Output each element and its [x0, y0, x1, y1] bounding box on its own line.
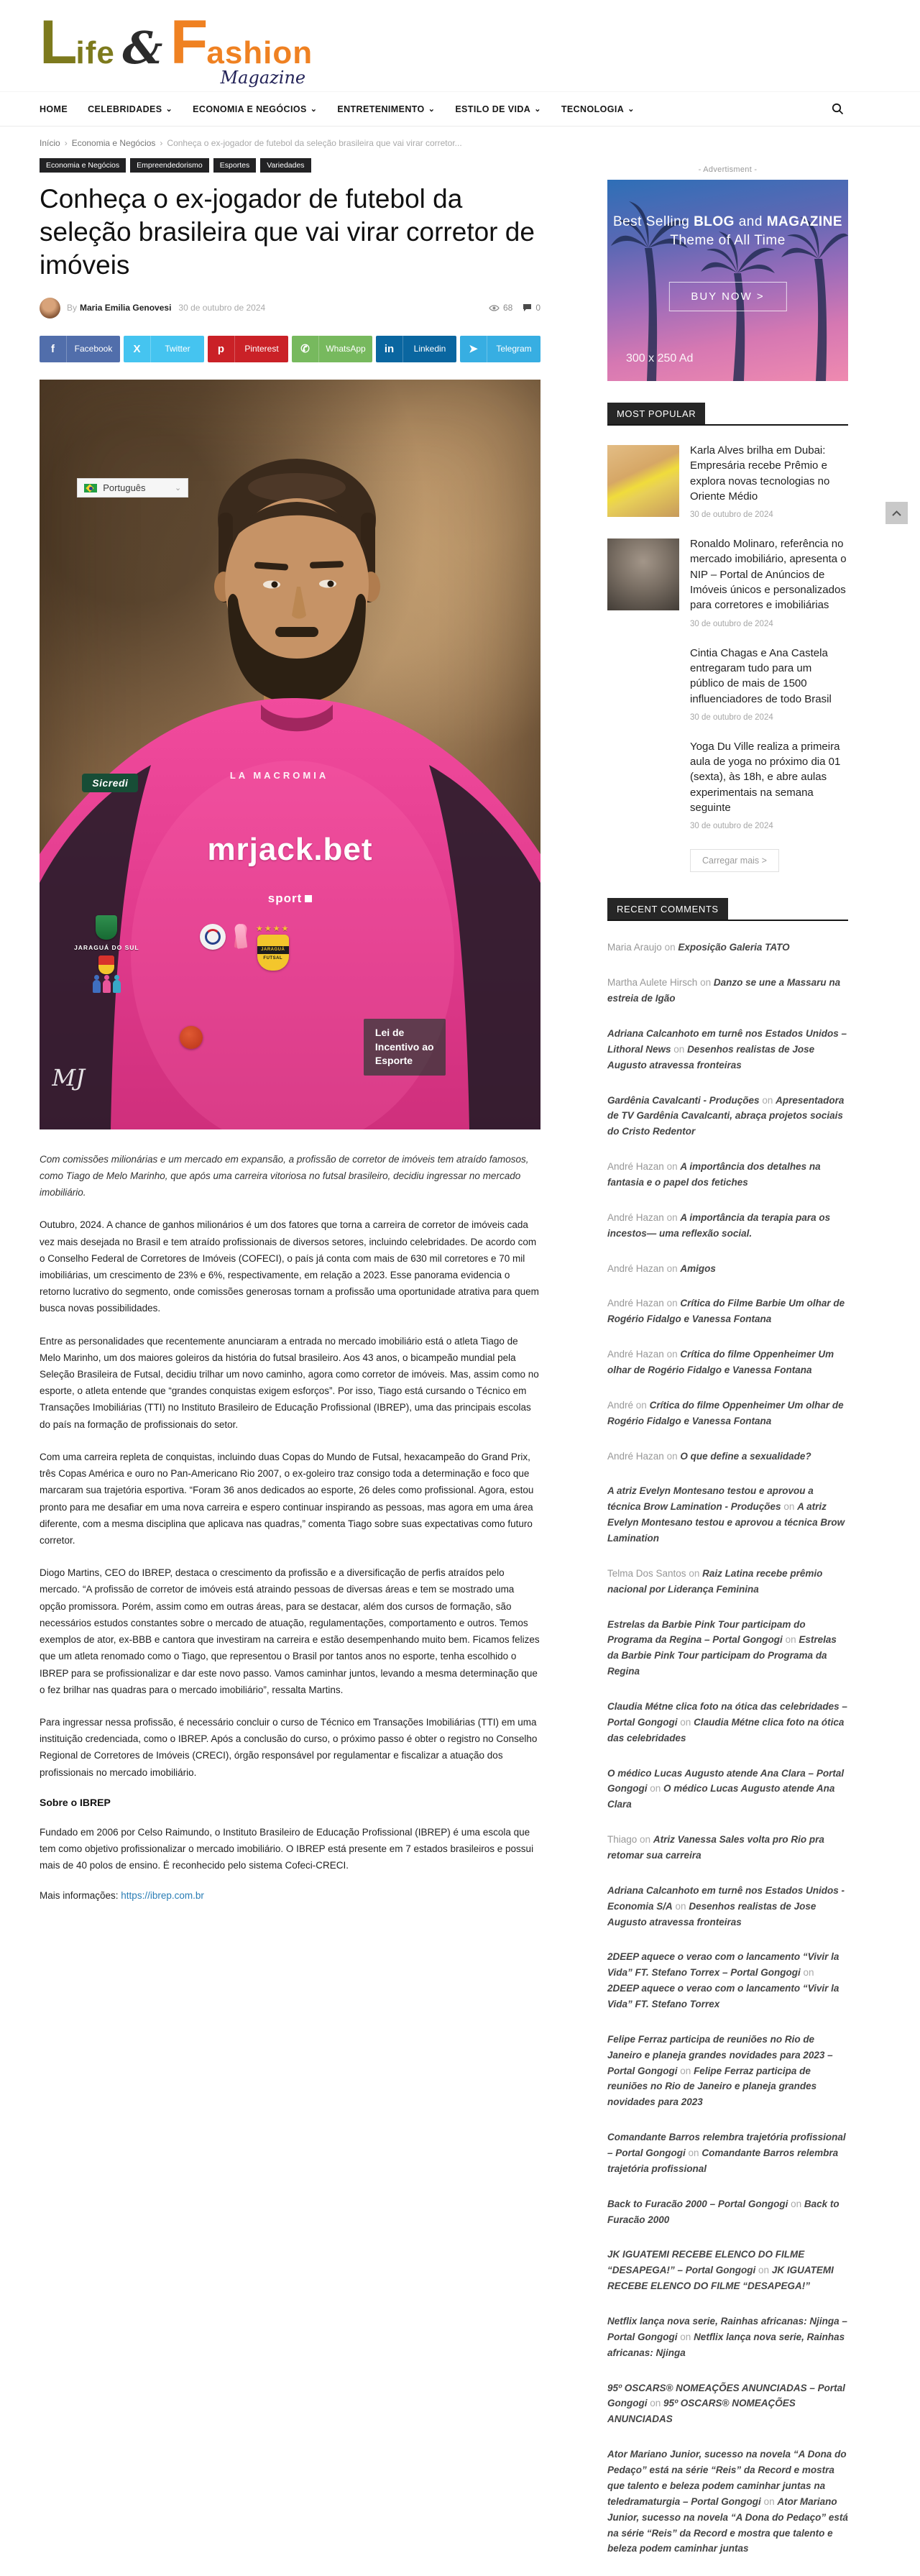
comment-item	[607, 1210, 848, 1242]
category-tags	[40, 158, 540, 173]
comment-on-label: on	[666, 1298, 678, 1309]
comment-on-label: on	[640, 1834, 651, 1846]
share-button[interactable]	[124, 336, 204, 362]
comment-author[interactable]: Adriana Calcanhoto em turnê nos Estados Unidos – Lithoral News	[607, 1027, 847, 1055]
pink-ribbon-icon	[234, 923, 248, 949]
sidebar-ad[interactable]	[607, 180, 848, 381]
share-network-icon: in	[376, 336, 403, 362]
recent-comments-section	[607, 898, 848, 2557]
nav-item[interactable]	[561, 104, 635, 114]
load-more-button[interactable]: Carregar mais >	[690, 849, 779, 872]
comment-item	[607, 1261, 848, 1277]
comment-post-link[interactable]: A importância da terapia para os incestos— uma reflexão social.	[607, 1211, 831, 1239]
share-button[interactable]	[376, 336, 456, 362]
comment-author[interactable]: André Hazan	[607, 1450, 664, 1462]
comment-author[interactable]: O médico Lucas Augusto atende Ana Clara – Portal Gongogi	[607, 1767, 845, 1795]
comment-post-link[interactable]: Desenhos realistas de Jose Augusto atravessa fronteiras	[607, 1043, 815, 1071]
breadcrumb: Início › Economia e Negócios › Conheça o ex-jogador de futebol da seleção brasileira que vai virar corretor...	[40, 138, 462, 148]
share-label: Linkedin	[413, 344, 446, 354]
comment-on-label: on	[680, 2065, 691, 2076]
article-paragraph: Entre as personalidades que recentemente anunciaram a entrada no mercado imobiliário está o atleta Tiago de Melo Marinho, um dos maiores goleiros da história do futsal brasileiro. Aos 43 anos, o bicampeão mundial pela Seleção Brasileira de Futsal, decidiu trilhar um novo caminho, agora como corretor de imóveis. Mas, assim como no esporte, o atleta entende que “grandes conquistas exigem esforços”. Por isso, Tiago está cursando o Técnico em Transações Imobiliárias (TTI) no Instituto Brasileiro de Educação Profissional (IBREP), uma das principais escolas do país na formação de profissionais do setor.	[40, 1335, 539, 1430]
comment-post-link[interactable]: Felipe Ferraz participa de reuniões no Rio de Janeiro e planeja grandes novidades para 2023	[607, 2065, 817, 2108]
comment-author[interactable]: Ator Mariano Junior, sucesso na novela “A Dona do Pedaço” está na série “Reis” da Record e mostra que talento e beleza podem caminhar juntas na teledramaturgia – Portal Gongogi	[607, 2449, 847, 2507]
popular-item[interactable]	[607, 646, 848, 722]
category-tag[interactable]: Economia e Negócios	[40, 158, 126, 173]
share-label: Facebook	[74, 344, 113, 354]
comment-author[interactable]: Adriana Calcanhoto em turnê nos Estados Unidos - Economia S/A	[607, 1884, 845, 1912]
comment-on-label: on	[785, 1634, 796, 1646]
share-label: WhatsApp	[326, 344, 366, 354]
share-button[interactable]	[40, 336, 120, 362]
comment-post-link[interactable]: O que define a sexualidade?	[680, 1450, 811, 1462]
search-button[interactable]	[827, 98, 848, 120]
comment-post-link[interactable]: JK IGUATEMI RECEBE ELENCO DO FILME “DESAPEGA!”	[607, 2265, 834, 2292]
comment-on-label: on	[803, 1967, 814, 1979]
comment-post-link[interactable]: Ator Mariano Junior, sucesso na novela “A Dona do Pedaço” está na série “Reis” da Record e mostra que talento e beleza podem caminhar juntas	[607, 2495, 848, 2554]
share-buttons	[40, 336, 540, 362]
comment-author[interactable]: Comandante Barros relembra trajetória profissional – Portal Gongogi	[607, 2132, 846, 2159]
comment-on-label: on	[664, 942, 676, 953]
popular-title: Cintia Chagas e Ana Castela entregaram tudo para um público de mais de 1500 influenciadores de todo Brasil	[690, 646, 832, 705]
article-paragraph: Diogo Martins, CEO do IBREP, destaca o crescimento da profissão e a diversificação de perfis atraídos pelo mercado. “A profissão de corretor de imóveis está atraindo pessoas de diversas áreas e tem se mostrado uma opção promissora. Porém, assim como em outras áreas, para se destacar, além dos cursos de formação, são necessários estudos constantes sobre o mercado de atuação, regulamentações, comportamento e outros. Temos exemplos de ator, ex-BBB e cantora que investiram na carreira e estão desempenhando muito bem. Ficamos felizes que um atleta renomado como o Tiago, que representou o Brasil por tantos anos no esporte, tenha escolhido o IBREP para se profissionalizar e dar este novo passo. Vamos caminhar juntos, levando a mesma determinação que o fez brilhar nas quadras para o mercado imobiliário”, ressalta Martins.	[40, 1567, 540, 1695]
popular-date: 30 de outubro de 2024	[690, 619, 773, 628]
cbc-badge-icon	[200, 924, 226, 950]
comment-item	[607, 1026, 848, 1073]
nav-item-label: HOME	[40, 104, 68, 114]
page-title: Conheça o ex-jogador de futebol da seleção brasileira que vai virar corretor de imóveis	[40, 184, 535, 280]
popular-title: Ronaldo Molinaro, referência no mercado imobiliário, apresenta o NIP – Portal de Anúncios de Imóveis únicos e personalizados para corretores e imobiliárias	[690, 538, 847, 612]
comment-author[interactable]: A atriz Evelyn Montesano testou e aprovou a técnica Brow Lamination - Produções	[607, 1485, 814, 1513]
crest-stars: ★★★★	[256, 924, 290, 933]
views-metric	[489, 303, 512, 313]
category-tag[interactable]: Empreendedorismo	[130, 158, 209, 173]
buy-now-button[interactable]: BUY NOW >	[668, 282, 786, 311]
nav-item-label: ENTRETENIMENTO	[337, 104, 425, 114]
comment-author[interactable]: André Hazan	[607, 1161, 664, 1173]
comment-author[interactable]: André Hazan	[607, 1349, 664, 1360]
comment-item	[607, 2314, 848, 2361]
share-network-icon: f	[40, 336, 67, 362]
popular-item[interactable]	[607, 443, 848, 519]
ad-subheadline: Theme of All Time	[670, 233, 786, 248]
comment-on-label: on	[666, 1450, 678, 1462]
comment-item	[607, 1949, 848, 2012]
comment-author[interactable]: 2DEEP aquece o verao com o lancamento “Vivir la Vida” FT. Stefano Torrex – Portal Gongogi	[607, 1951, 840, 1979]
chevron-down-icon: ⌄	[627, 104, 635, 114]
byline-by: By	[67, 303, 78, 313]
lei-incentivo-box: Lei de Incentivo ao Esporte	[364, 1019, 446, 1076]
author-link[interactable]: Maria Emilia Genovesi	[80, 303, 172, 313]
comment-on-label: on	[635, 1399, 647, 1411]
popular-thumbnail	[607, 445, 679, 517]
share-label: Pinterest	[244, 344, 279, 354]
comment-item	[607, 1883, 848, 1930]
partner-logos	[67, 915, 146, 993]
comment-item	[607, 2380, 848, 2428]
comment-post-link[interactable]: Exposição Galeria TATO	[678, 942, 790, 953]
comment-author[interactable]: JK IGUATEMI RECEBE ELENCO DO FILME “DESAPEGA!” – Portal Gongogi	[607, 2249, 805, 2276]
comment-item	[607, 2196, 848, 2228]
chevron-down-icon: ⌄	[175, 484, 182, 493]
comment-post-link[interactable]: Desenhos realistas de Jose Augusto atravessa fronteiras	[607, 1900, 816, 1928]
comment-on-label: on	[666, 1161, 678, 1173]
language-label: Português	[103, 482, 146, 494]
article-paragraph: Com uma carreira repleta de conquistas, incluindo duas Copas do Mundo de Futsal, hexacampeão do Grand Prix, três Copas América e ouro no Pan-Americano Rio 2007, o ex-goleiro traz consigo toda a determinação e foco que marcaram sua trajetória esportiva. “Foram 36 anos dedicados ao esporte, 26 deles como profissional. Agora, estou pronto para me desafiar em uma nova carreira e espero continuar inspirando as pessoas, mas agora em uma área diferente, com a mesma disciplina que aplicava nas quadras,” comenta Tiago sobre suas expectativas como futuro corretor.	[40, 1451, 534, 1546]
macromia-sponsor-text: LA MACROMIA	[229, 770, 329, 781]
jaragua-do-sul-label: JARAGUÁ DO SUL	[74, 944, 139, 952]
share-button[interactable]	[292, 336, 372, 362]
comment-on-label: on	[650, 2398, 661, 2409]
recent-comments-header: RECENT COMMENTS	[607, 898, 848, 921]
comment-item	[607, 2447, 848, 2557]
more-info-line: Mais informações: https://ibrep.com.br	[40, 1889, 204, 1901]
comment-post-link[interactable]: Comandante Barros relembra trajetória profissional	[607, 2148, 839, 2174]
comment-on-label: on	[675, 1900, 686, 1912]
logo-life-initial: L	[40, 8, 76, 77]
nav-item[interactable]	[455, 104, 541, 114]
nav-item[interactable]	[193, 104, 317, 114]
comment-author[interactable]: Telma Dos Santos	[607, 1567, 686, 1579]
chevron-down-icon: ⌄	[165, 104, 173, 114]
share-network-icon: X	[124, 336, 151, 362]
breadcrumb-current: Conheça o ex-jogador de futebol da seleção brasileira que vai virar corretor...	[167, 138, 462, 148]
breadcrumb-section[interactable]: Economia e Negócios	[71, 138, 156, 148]
advertisement-label: - Advertisment -	[698, 165, 758, 174]
comment-author[interactable]: André Hazan	[607, 1211, 664, 1223]
comment-item	[607, 975, 848, 1007]
comment-on-label: on	[680, 2331, 691, 2342]
article-about-paragraph: Fundado em 2006 por Celso Raimundo, o Instituto Brasileiro de Educação Profissional (IBREP) é uma escola que tem como objetivo profissionalizar o mercado imobiliário. O IBREP está presente em 7 estados brasileiros e possui mais de 40 polos de ensino. É reconhecido pelo sistema Cofeci-CRECI.	[40, 1826, 534, 1871]
palm-trees-graphic	[607, 180, 848, 381]
comment-item	[607, 1398, 848, 1429]
ibrep-link[interactable]: https://ibrep.com.br	[121, 1889, 204, 1901]
comment-on-label: on	[783, 1501, 795, 1513]
comment-on-label: on	[680, 1716, 691, 1728]
club-crest-icon	[98, 955, 114, 974]
article-paragraph: Outubro, 2024. A chance de ganhos milionários é um dos fatores que torna a carreira de corretor de imóveis cada vez mais desejada no Brasil e tem atraído profissionais de diversos setores, incluindo celebridades. De acordo com o Conselho Federal de Corretores de Imóveis (COFECI), o país já conta com mais de 630 mil corretores e 70 mil imobiliárias, um crescimento de 23% e 6%, respectivamente, em relação a 2023. Esse panorama evidencia o retorno lucrativo do segmento, onde comissões generosas tornam a profissão uma oportunidade atrativa para quem busca novas possibilidades.	[40, 1219, 539, 1314]
nav-item[interactable]	[40, 104, 68, 114]
comment-icon	[523, 303, 532, 312]
popular-thumbnail	[607, 538, 679, 610]
foundation-badge-icon	[180, 1026, 203, 1049]
site-logo[interactable]	[40, 8, 313, 88]
people-icons	[67, 980, 146, 993]
comment-post-link[interactable]: Raiz Latina recebe prêmio nacional por Liderança Feminina	[607, 1567, 823, 1595]
chevron-down-icon: ⌄	[534, 104, 541, 114]
chevron-up-icon	[892, 510, 901, 516]
share-label: Telegram	[496, 344, 532, 354]
comment-post-link[interactable]: Apresentadora de TV Gardênia Cavalcanti, abraça projetos sociais do Cristo Redentor	[607, 1094, 845, 1137]
share-network-icon: ➤	[460, 336, 487, 362]
nav-list	[40, 104, 827, 114]
sidebar	[607, 155, 848, 2576]
comment-post-link[interactable]: Netflix lança nova serie, Rainhas africanas: Njinga	[607, 2331, 845, 2358]
comment-on-label: on	[666, 1262, 678, 1274]
most-popular-header: MOST POPULAR	[607, 403, 848, 426]
comment-on-label: on	[762, 1094, 773, 1106]
comment-post-link[interactable]: 95º OSCARS® NOMEAÇÕES ANUNCIADAS	[607, 2398, 796, 2425]
comment-author[interactable]: Back to Furacão 2000 – Portal Gongogi	[607, 2198, 788, 2209]
article-body	[40, 1216, 540, 1781]
comment-author[interactable]: André Hazan	[607, 1262, 664, 1274]
logo-ampersand: &	[122, 22, 163, 74]
comment-author[interactable]: 95º OSCARS® NOMEAÇÕES ANUNCIADAS – Portal Gongogi	[607, 2382, 845, 2409]
comment-post-link[interactable]: Back to Furacão 2000	[607, 2198, 840, 2225]
category-tag[interactable]: Esportes	[213, 158, 256, 173]
site-header	[40, 0, 848, 91]
comment-post-link[interactable]: A atriz Evelyn Montesano testou e aprovou a técnica Brow Lamination	[607, 1501, 845, 1544]
share-button[interactable]	[208, 336, 288, 362]
post-date: 30 de outubro de 2024	[178, 303, 266, 313]
comment-author[interactable]: Claudia Métne clica foto na ótica das celebridades – Portal Gongogi	[607, 1700, 847, 1728]
comment-post-link[interactable]: Crítica do filme Oppenheimer Um olhar de Rogério Fidalgo e Vanessa Fontana	[607, 1349, 834, 1375]
comment-on-label: on	[689, 1567, 700, 1579]
share-network-icon: p	[208, 336, 235, 362]
ad-size-label: 300 x 250 Ad	[626, 352, 694, 365]
main-nav	[0, 91, 920, 127]
comment-post-link[interactable]: 2DEEP aquece o verao com o lancamento “Vivir la Vida” FT. Stefano Torrex	[607, 1983, 840, 2010]
comment-post-link[interactable]: Danzo se une a Massaru na estreia de Igão	[607, 977, 841, 1004]
comment-author[interactable]: Gardênia Cavalcanti - Produções	[607, 1094, 760, 1106]
comment-post-link[interactable]: Crítica do Filme Barbie Um olhar de Rogério Fidalgo e Vanessa Fontana	[607, 1298, 845, 1325]
comment-author[interactable]: Estrelas da Barbie Pink Tour participam do Programa da Regina – Portal Gongogi	[607, 1618, 806, 1646]
mrjack-sponsor-logo: mrjack.bet	[207, 831, 373, 867]
share-label: Twitter	[165, 344, 190, 354]
comment-item	[607, 2247, 848, 2294]
futsal-shield-icon	[96, 915, 117, 940]
popular-date: 30 de outubro de 2024	[690, 712, 773, 722]
share-button[interactable]	[460, 336, 540, 362]
popular-title: Karla Alves brilha em Dubai: Empresária recebe Prêmio e explora novas tecnologias no Oriente Médio	[690, 444, 830, 503]
comment-item	[607, 1296, 848, 1327]
comment-item	[607, 1159, 848, 1191]
most-popular-section	[607, 403, 848, 876]
article-photo	[40, 380, 540, 1129]
comment-author[interactable]: André	[607, 1399, 634, 1411]
comment-item	[607, 1347, 848, 1378]
comment-on-label: on	[758, 2265, 770, 2276]
comment-post-link[interactable]: Atriz Vanessa Sales volta pro Rio pra retomar sua carreira	[607, 1834, 824, 1861]
comment-on-label: on	[673, 1043, 685, 1055]
comment-item	[607, 1832, 848, 1864]
comment-item	[607, 1566, 848, 1598]
comment-author[interactable]: Martha Aulete Hirsch	[607, 977, 698, 989]
logo-fashion-rest: ashion	[206, 35, 313, 70]
comment-post-link[interactable]: O médico Lucas Augusto atende Ana Clara	[607, 1783, 835, 1810]
back-to-top-button[interactable]	[886, 502, 908, 524]
brazil-flag-icon	[84, 484, 97, 492]
comment-on-label: on	[791, 2198, 802, 2209]
comment-item	[607, 1766, 848, 1813]
photographer-watermark: MJ	[52, 1063, 86, 1091]
logo-magazine: Magazine	[220, 68, 306, 88]
ad-headline: Best Selling BLOG and MAGAZINE	[612, 214, 843, 229]
comment-item	[607, 1699, 848, 1746]
comment-post-link[interactable]: Estrelas da Barbie Pink Tour participam do Programa da Regina	[607, 1634, 837, 1677]
nav-item-label: TECNOLOGIA	[561, 104, 625, 114]
views-count: 68	[502, 303, 513, 313]
comment-item	[607, 1617, 848, 1679]
comment-post-link[interactable]: Claudia Métne clica foto na ótica das celebridades	[607, 1716, 845, 1743]
breadcrumb-home[interactable]: Início	[40, 138, 60, 148]
comment-author[interactable]: Netflix lança nova serie, Rainhas africanas: Njinga – Portal Gongogi	[607, 2316, 847, 2342]
comment-on-label: on	[666, 1349, 678, 1360]
nav-item[interactable]	[88, 104, 172, 114]
article-paragraph: Para ingressar nessa profissão, é necessário concluir o curso de Técnico em Transações Imobiliárias (TTI) em uma instituição credenciada, como o IBREP. Após a conclusão do curso, o próximo passo é obter o registro no Conselho Regional de Corretores de Imóveis (CRECI), órgão responsável por regulamentar e fiscalizar a atuação dos profissionais no mercado imobiliário.	[40, 1716, 538, 1778]
comment-post-link[interactable]: A importância dos detalhes na fantasia e o papel dos fetiches	[607, 1161, 821, 1188]
nav-item-label: CELEBRIDADES	[88, 104, 162, 114]
article-lede: Com comissões milionárias e um mercado em expansão, a profissão de corretor de imóveis tem atraído famosos, como Tiago de Melo Marinho, que após uma carreira vitoriosa no futsal brasileiro, decidiu ingressar no mercado imobiliário.	[40, 1153, 529, 1198]
search-icon	[832, 103, 844, 115]
comment-item	[607, 1449, 848, 1465]
logo-fashion-initial: F	[170, 8, 207, 77]
comment-item	[607, 940, 848, 955]
popular-date: 30 de outubro de 2024	[690, 510, 773, 520]
eye-icon	[489, 304, 500, 312]
category-tag[interactable]: Variedades	[260, 158, 310, 173]
comments-count: 0	[535, 303, 540, 313]
nav-item[interactable]	[337, 104, 435, 114]
chevron-down-icon: ⌄	[428, 104, 436, 114]
logo-life-rest: ife	[75, 35, 115, 70]
comments-metric[interactable]	[523, 303, 540, 313]
comment-item	[607, 1093, 848, 1140]
comment-author[interactable]: Thiago	[607, 1834, 638, 1846]
comment-on-label: on	[650, 1783, 661, 1795]
popular-title: Yoga Du Ville realiza a primeira aula de yoga no próximo dia 01 (sexta), às 18h, e abre aulas experimentais na semana seguinte	[690, 740, 841, 815]
sport-sponsor-logo: sport	[40, 891, 540, 906]
chevron-down-icon: ⌄	[310, 104, 318, 114]
comment-post-link[interactable]: Amigos	[680, 1262, 716, 1274]
comment-author[interactable]: Felipe Ferraz participa de reuniões no Rio de Janeiro e planeja grandes novidades para 2023 – Portal Gongogi	[607, 2033, 833, 2076]
sicredi-sponsor-logo: Sicredi	[82, 774, 138, 792]
language-selector[interactable]	[77, 478, 188, 498]
comment-item	[607, 1483, 848, 1546]
comment-post-link[interactable]: Crítica do filme Oppenheimer Um olhar de Rogério Fidalgo e Vanessa Fontana	[607, 1399, 844, 1426]
comment-on-label: on	[700, 977, 712, 989]
jaragua-crest: ★★★★ JARAGUÁ FUTSAL	[256, 924, 290, 971]
author-avatar[interactable]	[40, 298, 60, 318]
popular-item[interactable]	[607, 739, 848, 830]
popular-date: 30 de outubro de 2024	[690, 822, 773, 831]
nav-item-label: ECONOMIA E NEGÓCIOS	[193, 104, 307, 114]
comment-author[interactable]: Maria Araujo	[607, 942, 662, 953]
popular-item[interactable]	[607, 536, 848, 628]
comment-on-label: on	[688, 2148, 699, 2159]
share-network-icon: ✆	[292, 336, 319, 362]
comment-on-label: on	[666, 1211, 678, 1223]
nav-item-label: ESTILO DE VIDA	[455, 104, 531, 114]
comment-item	[607, 2032, 848, 2110]
jersey-badges	[200, 924, 290, 971]
byline	[40, 298, 540, 318]
comment-author[interactable]: André Hazan	[607, 1298, 664, 1309]
comment-on-label: on	[763, 2495, 775, 2507]
article-subheading: Sobre o IBREP	[40, 1796, 111, 1808]
comment-item	[607, 2130, 848, 2177]
